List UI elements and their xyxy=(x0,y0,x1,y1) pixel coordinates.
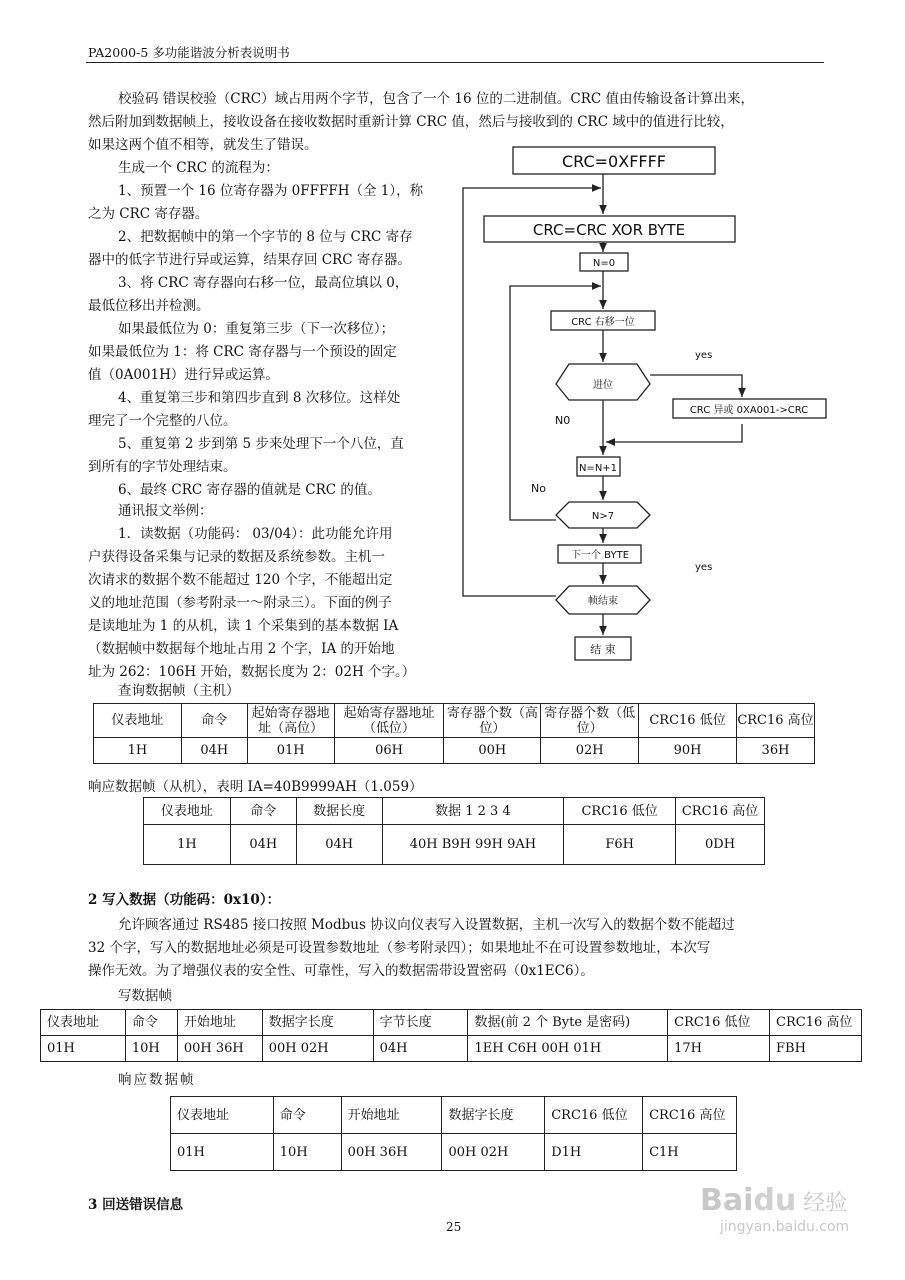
procedure-line: 如果最低位为 0：重复第三步（下一次移位）； xyxy=(118,321,395,337)
page-header: PA2000-5 多功能谐波分析表说明书 xyxy=(88,45,290,60)
header-cell: 数据长度 xyxy=(296,798,382,825)
header-cell: 起始寄存器地址（高位） xyxy=(247,704,334,738)
query-frame-table xyxy=(93,703,815,764)
para-line: 如果这两个值不相等，就发生了错误。 xyxy=(88,137,318,153)
flow-xor-label: CRC=CRC XOR BYTE xyxy=(532,221,686,239)
table-row xyxy=(94,738,815,764)
table-cell: 36H xyxy=(736,738,814,764)
flow-no-label-2: No xyxy=(531,482,546,495)
procedure-line: 是读地址为 1 的从机，读 1 个采集到的基本数据 IA xyxy=(88,618,399,634)
header-cell: 命令 xyxy=(230,798,296,825)
header-cell: 命令 xyxy=(125,1010,177,1036)
procedure-line: 义的地址范围（参考附录一～附录三）。下面的例子 xyxy=(88,595,392,611)
header-cell: 命令 xyxy=(181,704,247,738)
procedure-line: 到所有的字节处理结束。 xyxy=(88,459,237,475)
header-cell: 起始寄存器地址（低位） xyxy=(334,704,444,738)
table-cell: F6H xyxy=(564,825,676,865)
table-row xyxy=(171,1134,737,1171)
header-cell: CRC16 低位 xyxy=(564,798,676,825)
table-cell: 04H xyxy=(230,825,296,865)
write-section-title: 2 写入数据（功能码：0x10）： xyxy=(88,892,281,908)
procedure-line: 之为 CRC 寄存器。 xyxy=(88,206,209,222)
header-cell: 命令 xyxy=(273,1097,341,1134)
flow-n0-label: N=0 xyxy=(592,258,616,269)
table-cell: C1H xyxy=(643,1134,737,1171)
table-row xyxy=(144,825,765,865)
table-cell: 0DH xyxy=(676,825,765,865)
procedure-line: 1．读数据（功能码： 03/04）：此功能允许用 xyxy=(118,526,393,542)
header-cell: CRC16 低位 xyxy=(545,1097,643,1134)
header-cell: 字节长度 xyxy=(373,1010,468,1036)
write-response-title: 响应数据帧 xyxy=(118,1072,196,1088)
flow-xor-poly-label: CRC 异或 0XA001->CRC xyxy=(689,405,809,416)
query-title: 查询数据帧（主机） xyxy=(118,683,240,699)
para-line: 允许顾客通过 RS485 接口按照 Modbus 协议向仪表写入设置数据，主机一次写入的数据个数不能超过 xyxy=(118,917,735,933)
para-line: 然后附加到数据帧上，接收设备在接收数据时重新计算 CRC 值，然后与接收到的 CRC 域中的值进行比较， xyxy=(88,114,734,130)
header-cell: 仪表地址 xyxy=(144,798,231,825)
flow-carry-label: 进位 xyxy=(593,380,613,391)
table-cell: 02H xyxy=(541,738,639,764)
flow-no-label: N0 xyxy=(555,414,571,427)
baidu-watermark-logo: Baidu 经验 jingyan.baidu.com xyxy=(700,1183,850,1235)
procedure-line: 如果最低位为 1：将 CRC 寄存器与一个预设的固定 xyxy=(88,344,397,360)
table-cell: 00H xyxy=(444,738,541,764)
procedure-line: 4、重复第三步和第四步直到 8 次移位。这样处 xyxy=(118,390,401,406)
header-cell: 开始地址 xyxy=(177,1010,262,1036)
table-cell: 04H xyxy=(181,738,247,764)
flow-end-label: 结 束 xyxy=(590,643,616,656)
flow-frame-end-label: 帧结束 xyxy=(588,596,618,607)
page-number: 25 xyxy=(446,1220,462,1234)
table-cell: 06H xyxy=(334,738,444,764)
table-cell: 04H xyxy=(373,1036,468,1062)
table-cell: 00H 36H xyxy=(341,1134,442,1171)
header-cell: 仪表地址 xyxy=(171,1097,274,1134)
flow-yes-label-2: yes xyxy=(695,562,713,573)
table-cell: 00H 02H xyxy=(442,1134,545,1171)
procedure-line: 值（0A001H）进行异或运算。 xyxy=(88,367,279,383)
table-cell: 1EH C6H 00H 01H xyxy=(468,1036,668,1062)
table-cell: 10H xyxy=(273,1134,341,1171)
header-cell: 数据字长度 xyxy=(442,1097,545,1134)
para-line: 操作无效。为了增强仪表的安全性、可靠性，写入的数据需带设置密码（0x1EC6）。 xyxy=(88,963,594,979)
table-cell: FBH xyxy=(770,1036,862,1062)
procedure-line: 址为 262：106H 开始，数据长度为 2：02H 个字。） xyxy=(88,664,416,680)
table-cell: 1H xyxy=(94,738,182,764)
write-response-table xyxy=(170,1096,737,1171)
header-cell: 仪表地址 xyxy=(94,704,182,738)
table-cell: 01H xyxy=(41,1036,126,1062)
para-line: 校验码 错误校验（CRC）域占用两个字节，包含了一个 16 位的二进制值。CRC 值由传输设备计算出来， xyxy=(118,91,754,107)
table-header-row xyxy=(171,1097,737,1134)
procedure-line: 最低位移出并检测。 xyxy=(88,298,210,314)
table-header-row xyxy=(94,704,815,738)
procedure-line: 理完了一个完整的八位。 xyxy=(88,413,237,429)
header-cell: 寄存器个数（高位） xyxy=(444,704,541,738)
procedure-line: 次请求的数据个数不能超过 120 个字，不能超出定 xyxy=(88,572,393,588)
table-header-row xyxy=(144,798,765,825)
table-header-row xyxy=(41,1010,862,1036)
procedure-line: 2、把数据帧中的第一个字节的 8 位与 CRC 寄存 xyxy=(118,229,413,245)
table-cell: D1H xyxy=(545,1134,643,1171)
table-cell: 01H xyxy=(247,738,334,764)
flow-yes-label: yes xyxy=(695,350,713,361)
procedure-line: （数据帧中数据每个地址占用 2 个字，IA 的开始地 xyxy=(88,641,395,657)
table-cell: 00H 02H xyxy=(262,1036,373,1062)
table-cell: 10H xyxy=(125,1036,177,1062)
header-cell: 数据(前 2 个 Byte 是密码) xyxy=(468,1010,668,1036)
table-cell: 04H xyxy=(296,825,382,865)
header-cell: 数据字长度 xyxy=(262,1010,373,1036)
table-cell: 90H xyxy=(639,738,737,764)
response-title: 响应数据帧（从机），表明 IA=40B9999AH（1.059） xyxy=(88,779,423,795)
procedure-line: 1、预置一个 16 位寄存器为 0FFFFH（全 1），称 xyxy=(118,183,424,199)
para-line: 32 个字，写入的数据地址必须是可设置参数地址（参考附录四）；如果地址不在可设置参数地址，本次写 xyxy=(88,940,711,956)
procedure-line: 器中的低字节进行异或运算，结果存回 CRC 寄存器。 xyxy=(88,252,411,268)
procedure-line: 5、重复第 2 步到第 5 步来处理下一个八位，直 xyxy=(118,436,404,452)
response-frame-table xyxy=(143,797,765,865)
procedure-line: 3、将 CRC 寄存器向右移一位，最高位填以 0， xyxy=(118,275,409,291)
flow-next-label: 下一个 BYTE xyxy=(570,550,630,561)
header-cell: 寄存器个数（低位） xyxy=(541,704,639,738)
header-cell: 数据 1 2 3 4 xyxy=(382,798,564,825)
table-cell: 17H xyxy=(668,1036,770,1062)
procedure-line: 6、最终 CRC 寄存器的值就是 CRC 的值。 xyxy=(118,482,381,498)
table-row xyxy=(41,1036,862,1062)
header-cell: CRC16 高位 xyxy=(643,1097,737,1134)
header-cell: CRC16 高位 xyxy=(736,704,814,738)
procedure-line: 户获得设备采集与记录的数据及系统参数。主机一 xyxy=(88,549,385,565)
procedure-line: 生成一个 CRC 的流程为： xyxy=(118,160,279,176)
table-cell: 1H xyxy=(144,825,231,865)
header-cell: CRC16 低位 xyxy=(668,1010,770,1036)
header-cell: CRC16 高位 xyxy=(770,1010,862,1036)
write-frame-table xyxy=(40,1009,862,1062)
flow-inc-label: N=N+1 xyxy=(578,463,618,474)
header-cell: CRC16 低位 xyxy=(639,704,737,738)
flow-cmp-label: N>7 xyxy=(591,511,615,522)
flow-init-label: CRC=0XFFFF xyxy=(561,152,667,171)
error-section-title: 3 回送错误信息 xyxy=(88,1197,184,1213)
table-cell: 40H B9H 99H 9AH xyxy=(382,825,564,865)
table-cell: 00H 36H xyxy=(177,1036,262,1062)
flow-shift-label: CRC 右移一位 xyxy=(571,317,635,328)
header-cell: CRC16 高位 xyxy=(676,798,765,825)
table-cell: 01H xyxy=(171,1134,274,1171)
procedure-line: 通讯报文举例： xyxy=(118,503,213,519)
header-cell: 开始地址 xyxy=(341,1097,442,1134)
write-frame-title: 写数据帧 xyxy=(118,988,172,1004)
header-cell: 仪表地址 xyxy=(41,1010,126,1036)
